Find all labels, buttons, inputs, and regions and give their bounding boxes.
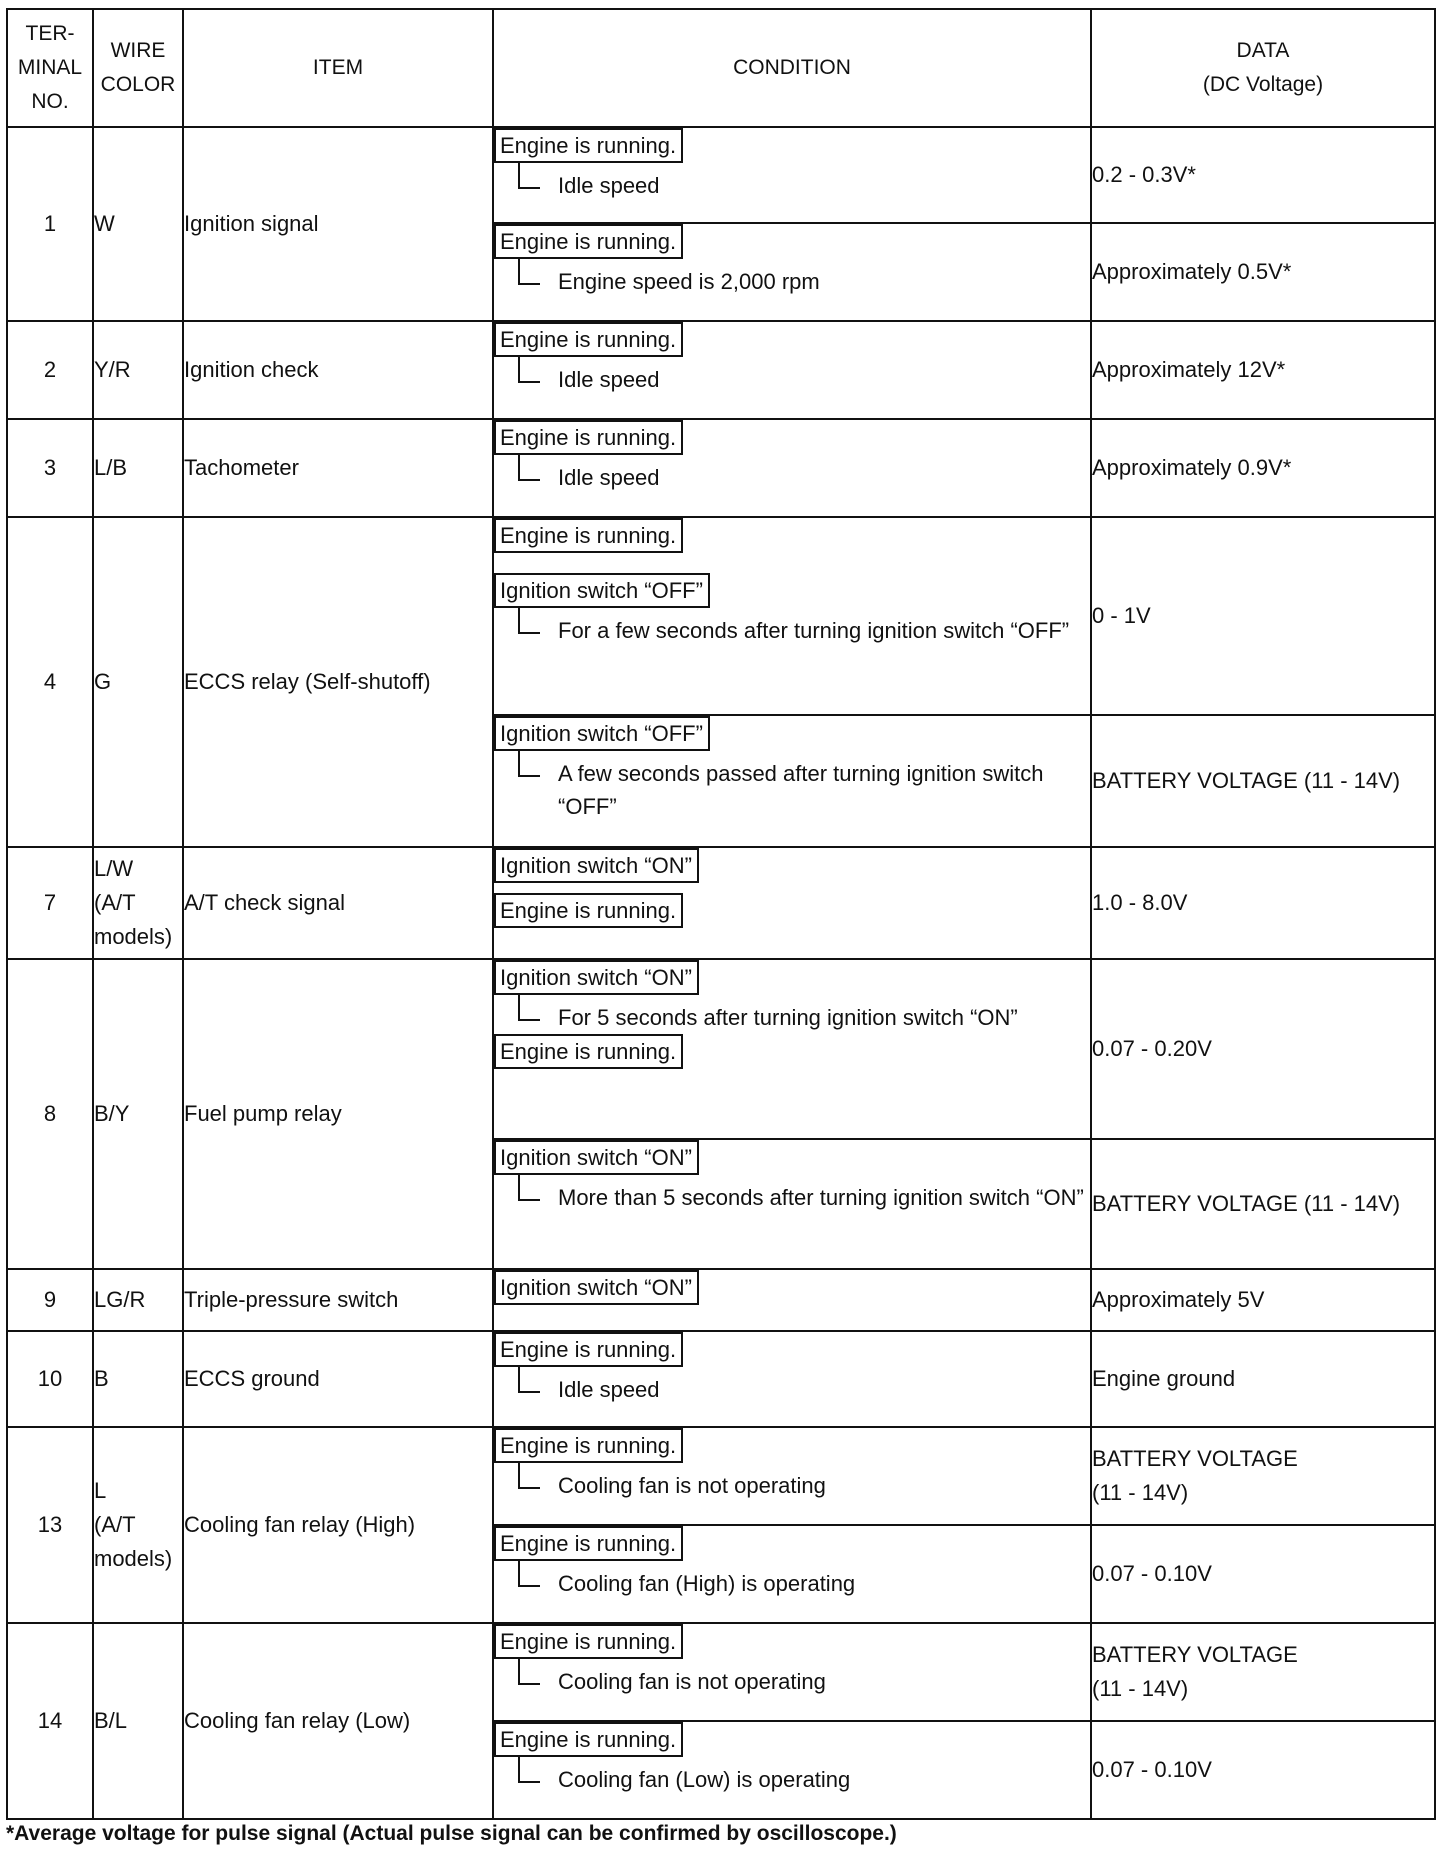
wire-color: LG/R bbox=[93, 1269, 183, 1331]
condition-sub: Idle speed bbox=[518, 363, 1090, 396]
condition-box: Ignition switch “ON” bbox=[494, 848, 699, 883]
condition-box: Ignition switch “OFF” bbox=[494, 716, 710, 751]
header-wire-color: WIRE COLOR bbox=[93, 9, 183, 127]
table-row bbox=[7, 959, 1435, 1139]
terminal-no: 2 bbox=[7, 321, 93, 419]
wire-color: B/L bbox=[93, 1623, 183, 1819]
condition-sub: Idle speed bbox=[518, 169, 1090, 202]
terminal-no: 13 bbox=[7, 1427, 93, 1623]
condition bbox=[493, 1427, 1091, 1525]
header-condition: CONDITION bbox=[493, 9, 1091, 127]
table-row bbox=[7, 1269, 1435, 1331]
condition-sub: Idle speed bbox=[518, 1373, 1090, 1406]
item: Triple-pressure switch bbox=[183, 1269, 493, 1331]
table-row bbox=[7, 517, 1435, 715]
condition bbox=[493, 127, 1091, 223]
condition bbox=[493, 715, 1091, 847]
item: Cooling fan relay (Low) bbox=[183, 1623, 493, 1819]
table-row bbox=[7, 1331, 1435, 1427]
terminal-no: 9 bbox=[7, 1269, 93, 1331]
condition-box: Engine is running. bbox=[494, 893, 683, 928]
item: ECCS relay (Self-shutoff) bbox=[183, 517, 493, 847]
wire-color: L/W (A/T models) bbox=[93, 847, 183, 959]
data-value: 1.0 - 8.0V bbox=[1091, 847, 1435, 959]
data-value: Approximately 12V* bbox=[1091, 321, 1435, 419]
wire-color: L (A/T models) bbox=[93, 1427, 183, 1623]
condition-box: Engine is running. bbox=[494, 1722, 683, 1757]
wire-color: B/Y bbox=[93, 959, 183, 1269]
condition bbox=[493, 1525, 1091, 1623]
data-value: 0.07 - 0.10V bbox=[1091, 1721, 1435, 1819]
terminal-no: 1 bbox=[7, 127, 93, 321]
terminal-no: 7 bbox=[7, 847, 93, 959]
condition bbox=[493, 223, 1091, 321]
condition-box: Engine is running. bbox=[494, 1034, 683, 1069]
terminal-no: 10 bbox=[7, 1331, 93, 1427]
item: A/T check signal bbox=[183, 847, 493, 959]
condition-box: Ignition switch “OFF” bbox=[494, 573, 710, 608]
terminal-no: 14 bbox=[7, 1623, 93, 1819]
item: Cooling fan relay (High) bbox=[183, 1427, 493, 1623]
wire-color: G bbox=[93, 517, 183, 847]
condition-sub: For 5 seconds after turning ignition switch “ON” bbox=[518, 1001, 1090, 1034]
condition-box: Engine is running. bbox=[494, 1332, 683, 1367]
wire-color: W bbox=[93, 127, 183, 321]
condition-box: Engine is running. bbox=[494, 1428, 683, 1463]
table-row bbox=[7, 419, 1435, 517]
condition-box: Engine is running. bbox=[494, 518, 683, 553]
terminal-no: 8 bbox=[7, 959, 93, 1269]
data-value: Engine ground bbox=[1091, 1331, 1435, 1427]
table-row bbox=[7, 1427, 1435, 1525]
condition-box: Engine is running. bbox=[494, 128, 683, 163]
wire-color: L/B bbox=[93, 419, 183, 517]
condition bbox=[493, 1269, 1091, 1331]
condition-box: Ignition switch “ON” bbox=[494, 960, 699, 995]
table-row bbox=[7, 1623, 1435, 1721]
condition-sub: For a few seconds after turning ignition switch “OFF” bbox=[518, 614, 1090, 647]
data-value: BATTERY VOLTAGE (11 - 14V) bbox=[1091, 1139, 1435, 1269]
item: Ignition check bbox=[183, 321, 493, 419]
condition-box: Engine is running. bbox=[494, 322, 683, 357]
data-value: Approximately 5V bbox=[1091, 1269, 1435, 1331]
condition bbox=[493, 321, 1091, 419]
terminal-no: 3 bbox=[7, 419, 93, 517]
data-value: 0.07 - 0.20V bbox=[1091, 959, 1435, 1139]
header-item: ITEM bbox=[183, 9, 493, 127]
condition bbox=[493, 959, 1091, 1139]
data-value: 0.2 - 0.3V* bbox=[1091, 127, 1435, 223]
condition-sub: Idle speed bbox=[518, 461, 1090, 494]
data-value: 0 - 1V bbox=[1091, 517, 1435, 715]
table-row bbox=[7, 847, 1435, 959]
data-value: BATTERY VOLTAGE (11 - 14V) bbox=[1091, 1427, 1435, 1525]
table-row bbox=[7, 127, 1435, 223]
condition-box: Engine is running. bbox=[494, 224, 683, 259]
condition bbox=[493, 847, 1091, 959]
condition-sub: Cooling fan (High) is operating bbox=[518, 1567, 1090, 1600]
condition-sub: More than 5 seconds after turning ignition switch “ON” bbox=[518, 1181, 1090, 1214]
data-value: Approximately 0.9V* bbox=[1091, 419, 1435, 517]
condition-sub: Cooling fan is not operating bbox=[518, 1665, 1090, 1698]
data-value: BATTERY VOLTAGE (11 - 14V) bbox=[1091, 1623, 1435, 1721]
condition bbox=[493, 1139, 1091, 1269]
table-row bbox=[7, 321, 1435, 419]
header-data: DATA (DC Voltage) bbox=[1091, 9, 1435, 127]
condition bbox=[493, 419, 1091, 517]
condition-sub: Engine speed is 2,000 rpm bbox=[518, 265, 1090, 298]
footnote: *Average voltage for pulse signal (Actual pulse signal can be confirmed by oscilloscope.) bbox=[6, 1822, 897, 1845]
condition-box: Engine is running. bbox=[494, 420, 683, 455]
wire-color: B bbox=[93, 1331, 183, 1427]
terminal-data-table bbox=[6, 8, 1436, 1820]
condition bbox=[493, 517, 1091, 715]
data-value: 0.07 - 0.10V bbox=[1091, 1525, 1435, 1623]
item: Tachometer bbox=[183, 419, 493, 517]
data-value: Approximately 0.5V* bbox=[1091, 223, 1435, 321]
item: Ignition signal bbox=[183, 127, 493, 321]
wire-color: Y/R bbox=[93, 321, 183, 419]
item: Fuel pump relay bbox=[183, 959, 493, 1269]
condition-box: Engine is running. bbox=[494, 1624, 683, 1659]
condition-box: Ignition switch “ON” bbox=[494, 1140, 699, 1175]
header-terminal: TER- MINAL NO. bbox=[7, 9, 93, 127]
condition-sub: Cooling fan is not operating bbox=[518, 1469, 1090, 1502]
condition bbox=[493, 1331, 1091, 1427]
terminal-no: 4 bbox=[7, 517, 93, 847]
data-value: BATTERY VOLTAGE (11 - 14V) bbox=[1091, 715, 1435, 847]
condition-sub: A few seconds passed after turning ignition switch “OFF” bbox=[518, 757, 1090, 823]
condition-box: Ignition switch “ON” bbox=[494, 1270, 699, 1305]
condition-box: Engine is running. bbox=[494, 1526, 683, 1561]
condition bbox=[493, 1623, 1091, 1721]
item: ECCS ground bbox=[183, 1331, 493, 1427]
condition-sub: Cooling fan (Low) is operating bbox=[518, 1763, 1090, 1796]
condition bbox=[493, 1721, 1091, 1819]
